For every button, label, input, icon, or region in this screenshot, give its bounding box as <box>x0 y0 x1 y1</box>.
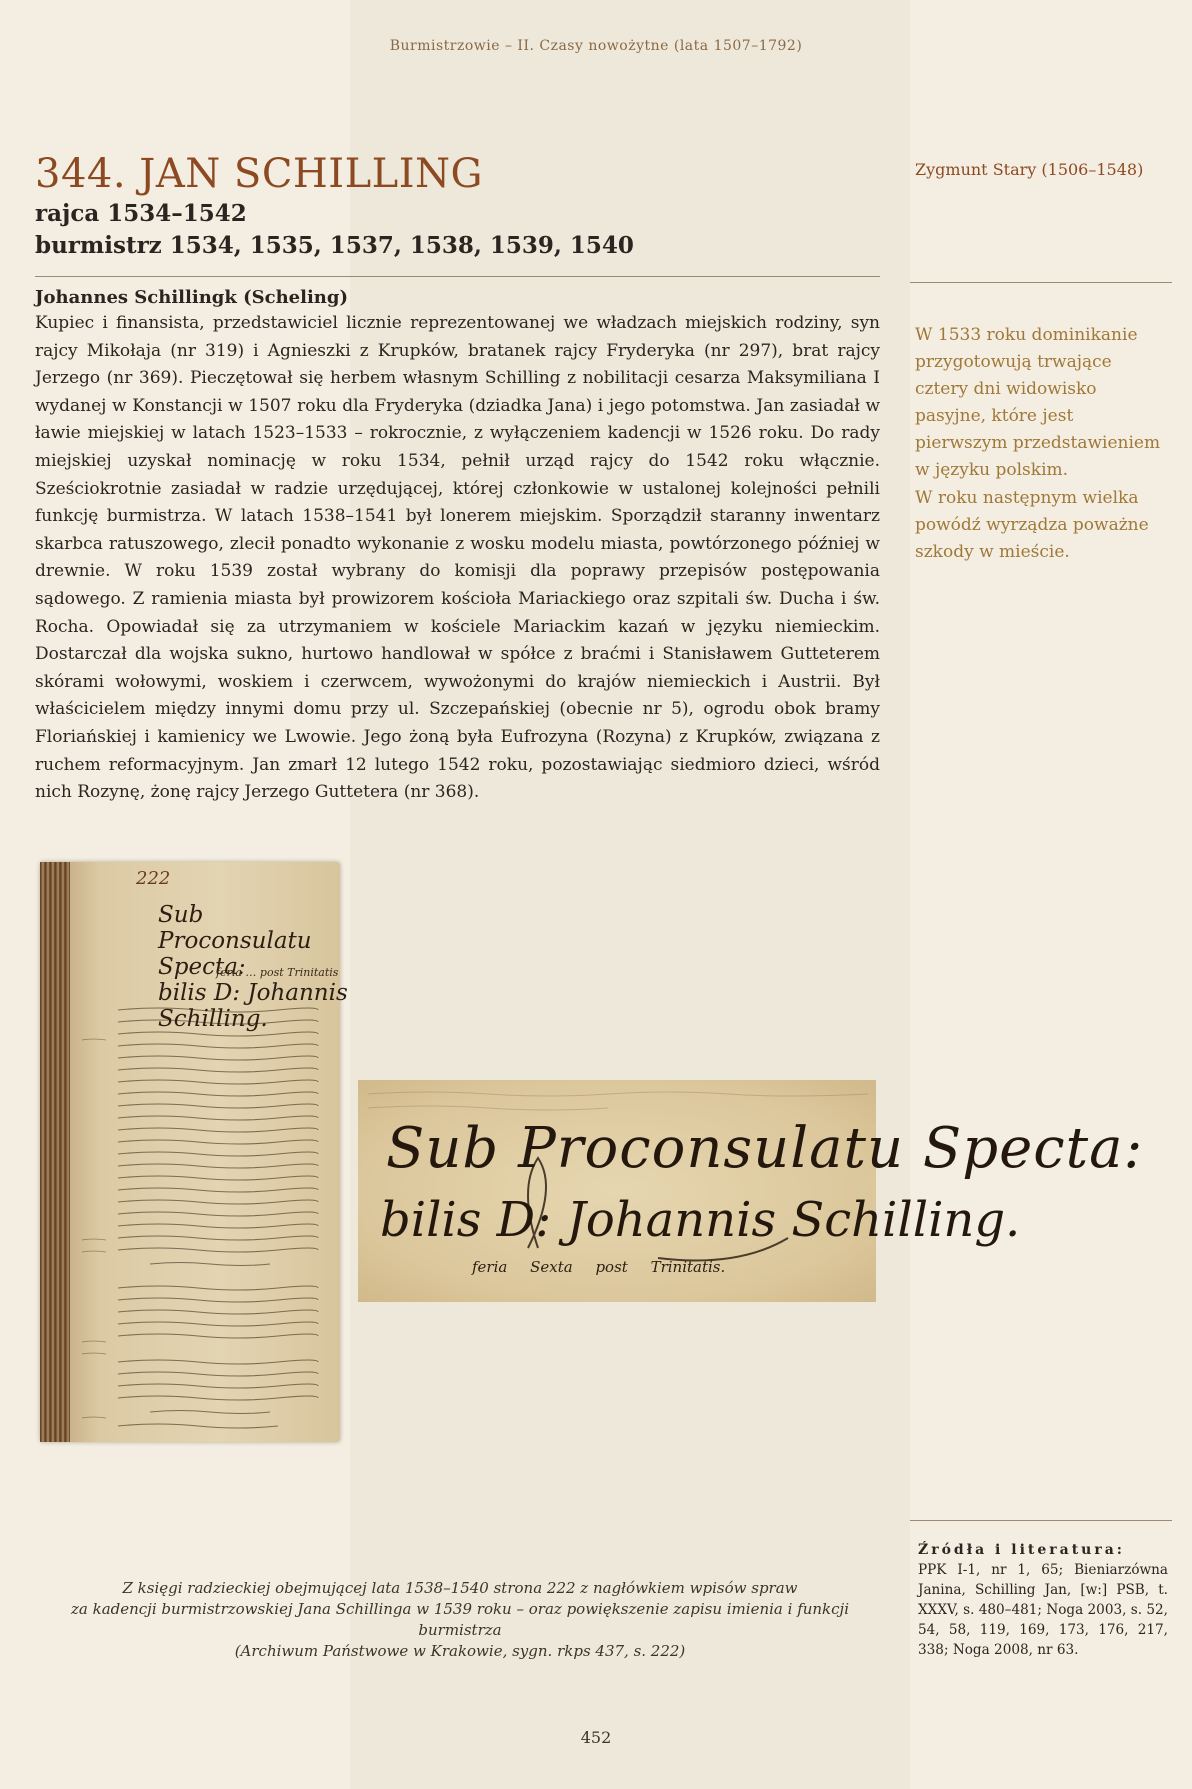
sidebar-note-flood: W roku następnym wielka powódź wyrządza poważne szkody w mieście. <box>915 488 1149 562</box>
running-header: Burmistrzowie – II. Czasy nowożytne (lata 1507–1792) <box>389 38 803 54</box>
entry-biography: Kupiec i finansista, przedstawiciel licznie reprezentowanej we władzach miejskich rodziny, syn rajcy Mikołaja (nr 319) i Agnieszki z Krupków, bratanek rajcy Fryderyka (nr 297), brat rajcy Jerzego (nr 369). Pieczętował się herbem własnym Schilling z nobilitacji cesarza Maksymiliana I wydanej w Konstancji w 1507 roku dla Fryderyka (dziadka Jana) i jego potomstwa. Jan zasiadał w ławie miejskiej w latach 1523–1533 – rokrocznie, z wyłączeniem kadencji w 1526 roku. Do rady miejskiej uzyskał nominację w roku 1534, pełnił urząd rajcy do 1542 roku włącznie. Sześciokrotnie zasiadał w radzie urzędującej, której członkowie w ustalonej kolejności pełnili funkcję burmistrza. W latach 1538–1541 był lonerem miejskim. Sporządził staranny inwentarz skarbca ratuszowego, zlecił ponadto wykonanie z wosku modelu miasta, powtórzonego później w drewnie. W roku 1539 został wybrany do komisji dla poprawy przepisów postępowania sądowego. Z ramienia miasta był prowizorem kościoła Mariackiego oraz szpitali św. Ducha i św. Rocha. Opowiadał się za utrzymaniem w kościele Mariackim kazań w języku niemieckim. Dostarczał dla wojska sukno, hurtowo handlował w spółce z braćmi i Stanisławem Gutteterem skórami wołowymi, woskiem i czerwcem, wywożonymi do krajów niemieckich i Austrii. Był właścicielem między innymi domu przy ul. Szczepańskiej (obecnie nr 5), ogrodu obok bramy Floriańskiej i kamienicy we Lwowie. Jego żoną była Eufrozyna (Rozyna) z Krupków, związana z ruchem reformacyjnym. Jan zmarł 12 lutego 1542 roku, pozostawiając siedmioro dzieci, wśród nich Rozynę, żonę rajcy Jerzego Guttetera (nr 368). <box>35 313 880 803</box>
zoom-line3: feria Sexta post Trinitatis. <box>472 1258 726 1276</box>
caption-line3: (Archiwum Państwowe w Krakowie, sygn. rkps 437, s. 222) <box>234 1642 686 1660</box>
sidebar-divider <box>910 282 1172 283</box>
sources-block <box>918 1542 1168 1660</box>
entry-main <box>35 150 880 807</box>
entry-alias: Johannes Schillingk (Scheling) <box>35 287 348 308</box>
sources-text: PPK I-1, nr 1, 65; Bieniarzówna Janina, Schilling Jan, [w:] PSB, t. XXXV, s. 480–481; Noga 2003, s. 52, 54, 58, 119, 169, 173, 176, 217, 338; Noga 2008, nr 63. <box>918 1562 1169 1658</box>
page-number: 452 <box>580 1728 612 1747</box>
zoom-line2: bilis D: Johannis Schilling. <box>380 1192 1021 1248</box>
manuscript-heading-line3: feria … post Trinitatis <box>216 966 339 979</box>
caption-line2: za kadencji burmistrzowskiej Jana Schillinga w 1539 roku – oraz powiększenie zapisu imienia i funkcji burmistrza <box>70 1600 849 1639</box>
figure-caption <box>40 1578 880 1662</box>
entry-title: 344. JAN SCHILLING <box>35 151 483 197</box>
manuscript-heading-line2: bilis D: Johannis Schilling. <box>158 980 348 1032</box>
entry-subtitle-mayor: burmistrz 1534, 1535, 1537, 1538, 1539, 1540 <box>35 232 634 259</box>
title-divider <box>35 276 880 277</box>
zoom-line1: Sub Proconsulatu Specta: <box>386 1116 1144 1181</box>
entry-subtitle-councillor: rajca 1534–1542 <box>35 200 247 227</box>
sources-heading: Źródła i literatura: <box>918 1542 1125 1558</box>
manuscript-page-number: 222 <box>136 868 171 889</box>
manuscript-zoom-image <box>358 1080 1144 1302</box>
caption-line1: Z księgi radzieckiej obejmującej lata 1538–1540 strona 222 z nagłówkiem wpisów spraw <box>122 1579 798 1597</box>
sidebar-note-passion-play: W 1533 roku dominikanie przygotowują trwające cztery dni widowisko pasyjne, które jest pierwszym przedstawieniem w języku polskim. <box>915 325 1161 480</box>
sources-divider <box>910 1520 1172 1521</box>
sidebar-reign: Zygmunt Stary (1506–1548) <box>915 160 1144 179</box>
manuscript-page-image <box>40 862 348 1442</box>
manuscript-heading-line1: Sub Proconsulatu Specta: <box>158 902 312 980</box>
